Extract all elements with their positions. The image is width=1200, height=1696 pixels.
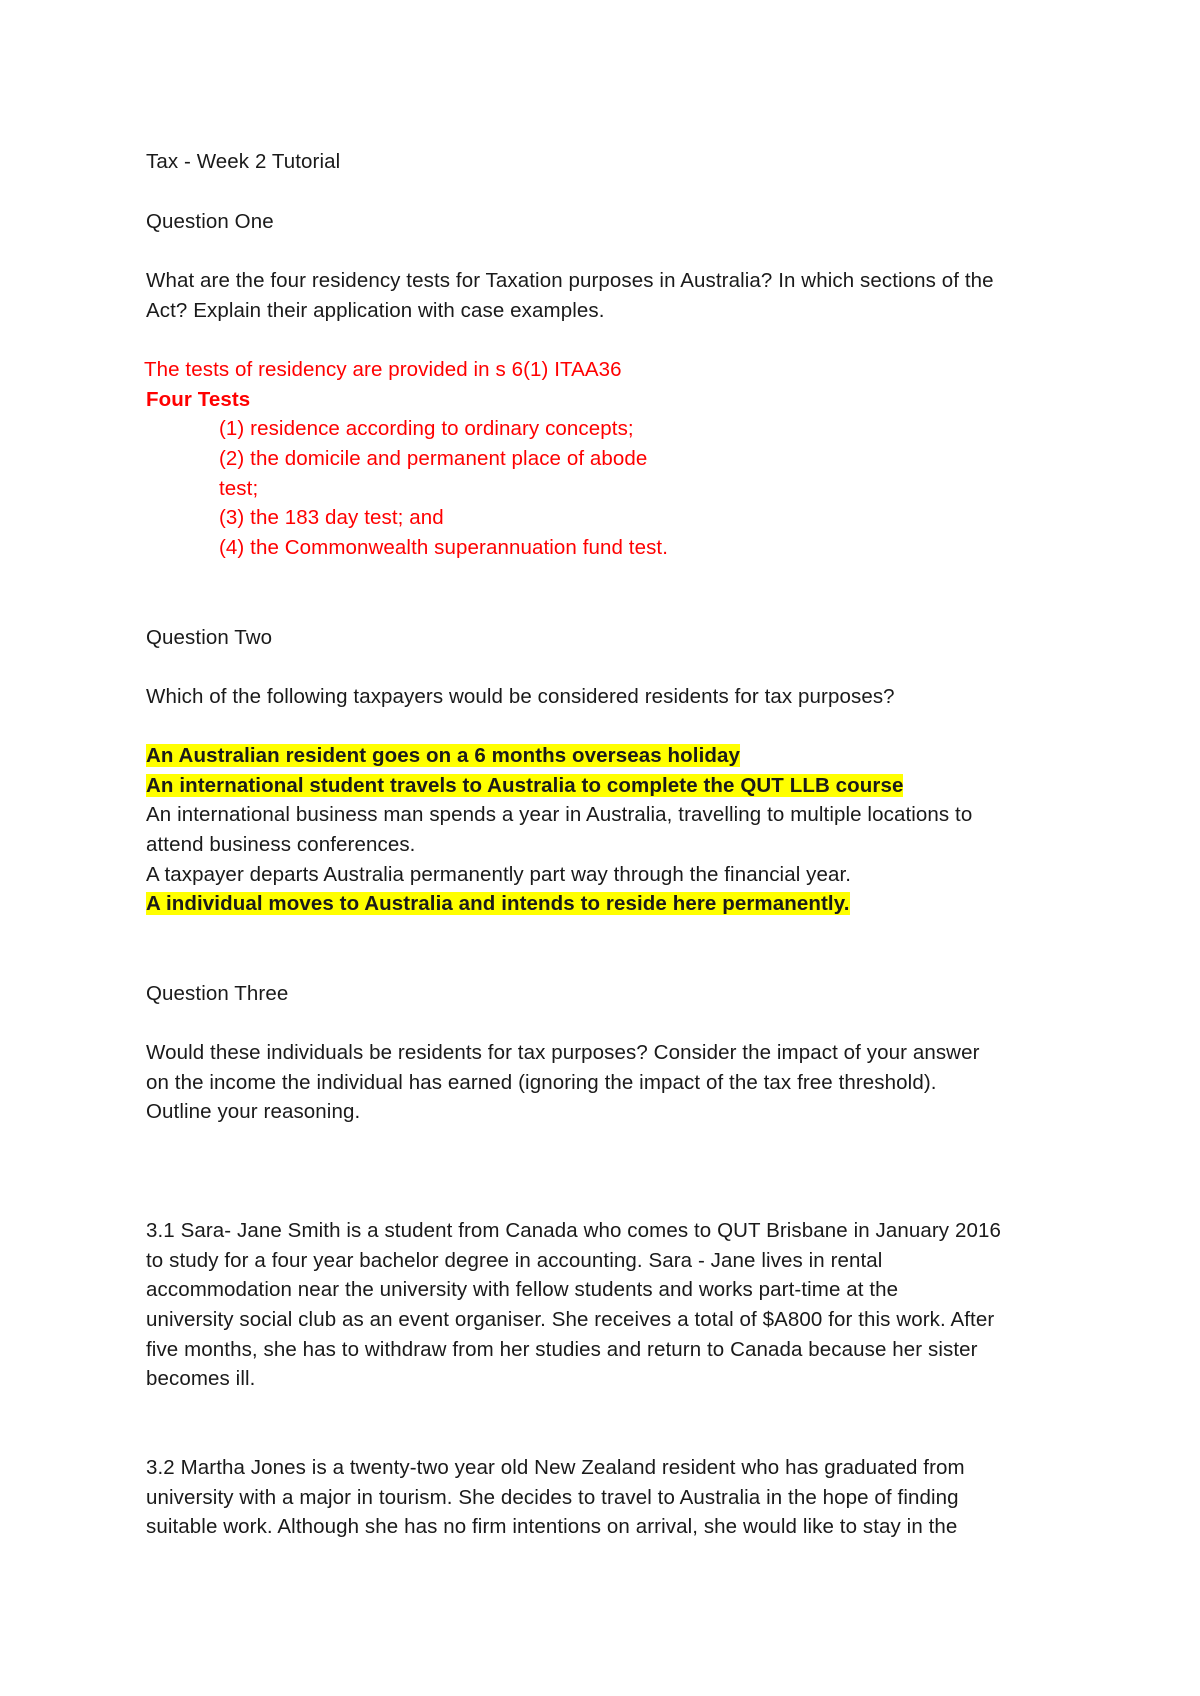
q2-option: A taxpayer departs Australia permanently part way through the financial year.: [146, 863, 852, 886]
case-3-2-line: suitable work. Although she has no firm intentions on arrival, she would like to stay in the: [146, 1515, 958, 1538]
q1-heading: Question One: [146, 210, 274, 233]
q1-test-item: test;: [219, 477, 259, 500]
case-3-1-line: 3.1 Sara- Jane Smith is a student from Canada who comes to QUT Brisbane in January 2016: [146, 1219, 1001, 1242]
q2-prompt: Which of the following taxpayers would be considered residents for tax purposes?: [146, 685, 895, 708]
highlight-mark: An international student travels to Australia to complete the QUT LLB course: [146, 774, 904, 797]
q3-prompt-line: on the income the individual has earned (ignoring the impact of the tax free threshold).: [146, 1071, 937, 1094]
q1-answer-heading: Four Tests: [146, 388, 251, 411]
case-3-2-line: 3.2 Martha Jones is a twenty-two year old New Zealand resident who has graduated from: [146, 1456, 965, 1479]
q2-option: attend business conferences.: [146, 833, 416, 856]
highlight-mark: An Australian resident goes on a 6 months overseas holiday: [146, 744, 741, 767]
case-3-1-line: to study for a four year bachelor degree in accounting. Sara - Jane lives in rental: [146, 1249, 883, 1272]
q3-prompt-line: Outline your reasoning.: [146, 1100, 361, 1123]
case-3-1-line: becomes ill.: [146, 1367, 256, 1390]
q1-test-item: (3) the 183 day test; and: [219, 506, 444, 529]
document-title: Tax - Week 2 Tutorial: [146, 150, 341, 173]
q2-option-highlighted: [146, 771, 903, 801]
q1-prompt-line: What are the four residency tests for Taxation purposes in Australia? In which sections of the: [146, 269, 994, 292]
highlight-mark: A individual moves to Australia and intends to reside here permanently.: [146, 892, 850, 915]
case-3-2-line: university with a major in tourism. She decides to travel to Australia in the hope of finding: [146, 1486, 959, 1509]
q1-test-item: (2) the domicile and permanent place of abode: [219, 447, 648, 470]
q2-option-highlighted: [146, 741, 740, 771]
case-3-1-line: five months, she has to withdraw from her studies and return to Canada because her sister: [146, 1338, 978, 1361]
q2-heading: Question Two: [146, 626, 273, 649]
case-3-1-line: university social club as an event organiser. She receives a total of $A800 for this work. After: [146, 1308, 995, 1331]
q3-prompt-line: Would these individuals be residents for tax purposes? Consider the impact of your answer: [146, 1041, 980, 1064]
q2-option: An international business man spends a year in Australia, travelling to multiple locations to: [146, 803, 973, 826]
q2-option-highlighted: [146, 889, 850, 919]
q1-test-item: (4) the Commonwealth superannuation fund test.: [219, 536, 669, 559]
q1-answer-intro: The tests of residency are provided in s 6(1) ITAA36: [144, 358, 622, 381]
q1-prompt-line: Act? Explain their application with case examples.: [146, 299, 605, 322]
q1-test-item: (1) residence according to ordinary concepts;: [219, 417, 634, 440]
q3-heading: Question Three: [146, 982, 289, 1005]
case-3-1-line: accommodation near the university with fellow students and works part-time at the: [146, 1278, 899, 1301]
